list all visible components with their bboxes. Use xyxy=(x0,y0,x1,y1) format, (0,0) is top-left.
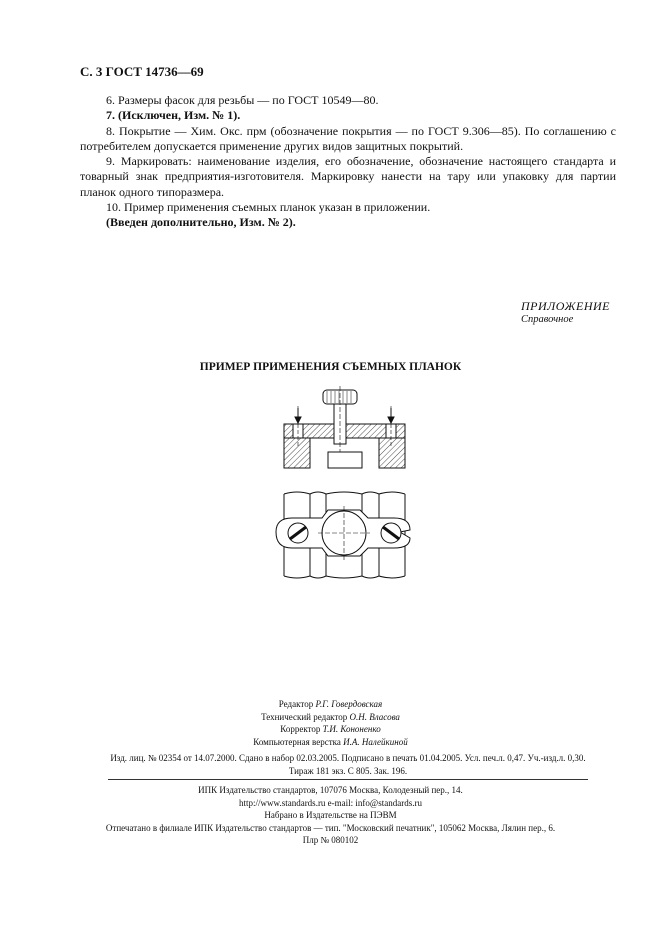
appendix-subtitle: Справочное xyxy=(521,314,574,325)
publisher-line-1: ИПК Издательство стандартов, 107076 Москва, Колодезный пер., 14. xyxy=(198,785,463,795)
item-6: 6. Размеры фасок для резьбы — по ГОСТ 10549—80. xyxy=(106,93,379,107)
publisher-line-2: http://www.standards.ru e-mail: info@standards.ru xyxy=(239,797,422,808)
credit-editor: Редактор Р.Г. Говердовская xyxy=(278,699,383,709)
amendment-note: (Введен дополнительно, Изм. № 2). xyxy=(106,215,296,230)
item-7: 7. (Исключен, Изм. № 1). xyxy=(106,108,241,123)
publisher-line-4: Отпечатано в филиале ИПК Издательство стандартов — тип. "Московский печатник", 105062 Москва, Лялин пер., 6. xyxy=(105,822,556,833)
body-text xyxy=(80,93,616,231)
clamp-drawing xyxy=(262,386,422,586)
imprint-line-1: Изд. лиц. № 02354 от 14.07.2000. Сдано в набор 02.03.2005. Подписано в печать 01.04.2005. Усл. печ.л. 0,47. Уч.-изд.л. 0,30. xyxy=(110,753,586,763)
imprint-block xyxy=(80,752,616,778)
credits-block xyxy=(0,698,661,748)
item-10: 10. Пример применения съемных планок указан в приложении. xyxy=(106,200,431,215)
section-title: ПРИМЕР ПРИМЕНЕНИЯ СЪЕМНЫХ ПЛАНОК xyxy=(199,361,462,373)
publisher-block xyxy=(0,784,661,847)
appendix-title: ПРИЛОЖЕНИЕ xyxy=(521,299,610,313)
appendix-label xyxy=(521,299,610,327)
publisher-line-3: Набрано в Издательстве на ПЭВМ xyxy=(264,810,397,820)
plan-view xyxy=(276,492,410,578)
item-9: 9. Маркировать: наименование изделия, его обозначение, обозначение настоящего стандарта и товарный знак предприятия-изготовителя. Маркировку нанести на тару или упаковку для партии планок одного типоразмера. xyxy=(80,154,616,199)
credit-tech-editor: Технический редактор О.Н. Власова xyxy=(261,711,400,722)
item-8: 8. Покрытие — Хим. Окс. прм (обозначение покрытия — по ГОСТ 9.306—85). По соглашению с потребителем допускается применение других видов защитных покрытий. xyxy=(80,123,616,153)
section-view xyxy=(284,386,405,468)
publisher-line-5: Плр № 080102 xyxy=(302,835,359,845)
credit-layout: Компьютерная верстка И.А. Налейкиной xyxy=(253,736,408,747)
divider xyxy=(108,779,588,780)
page-header: С. 3 ГОСТ 14736—69 xyxy=(80,64,204,79)
credit-corrector: Корректор Т.И. Кононенко xyxy=(280,724,381,734)
imprint-line-2: Тираж 181 экз. С 805. Зак. 196. xyxy=(288,766,408,776)
